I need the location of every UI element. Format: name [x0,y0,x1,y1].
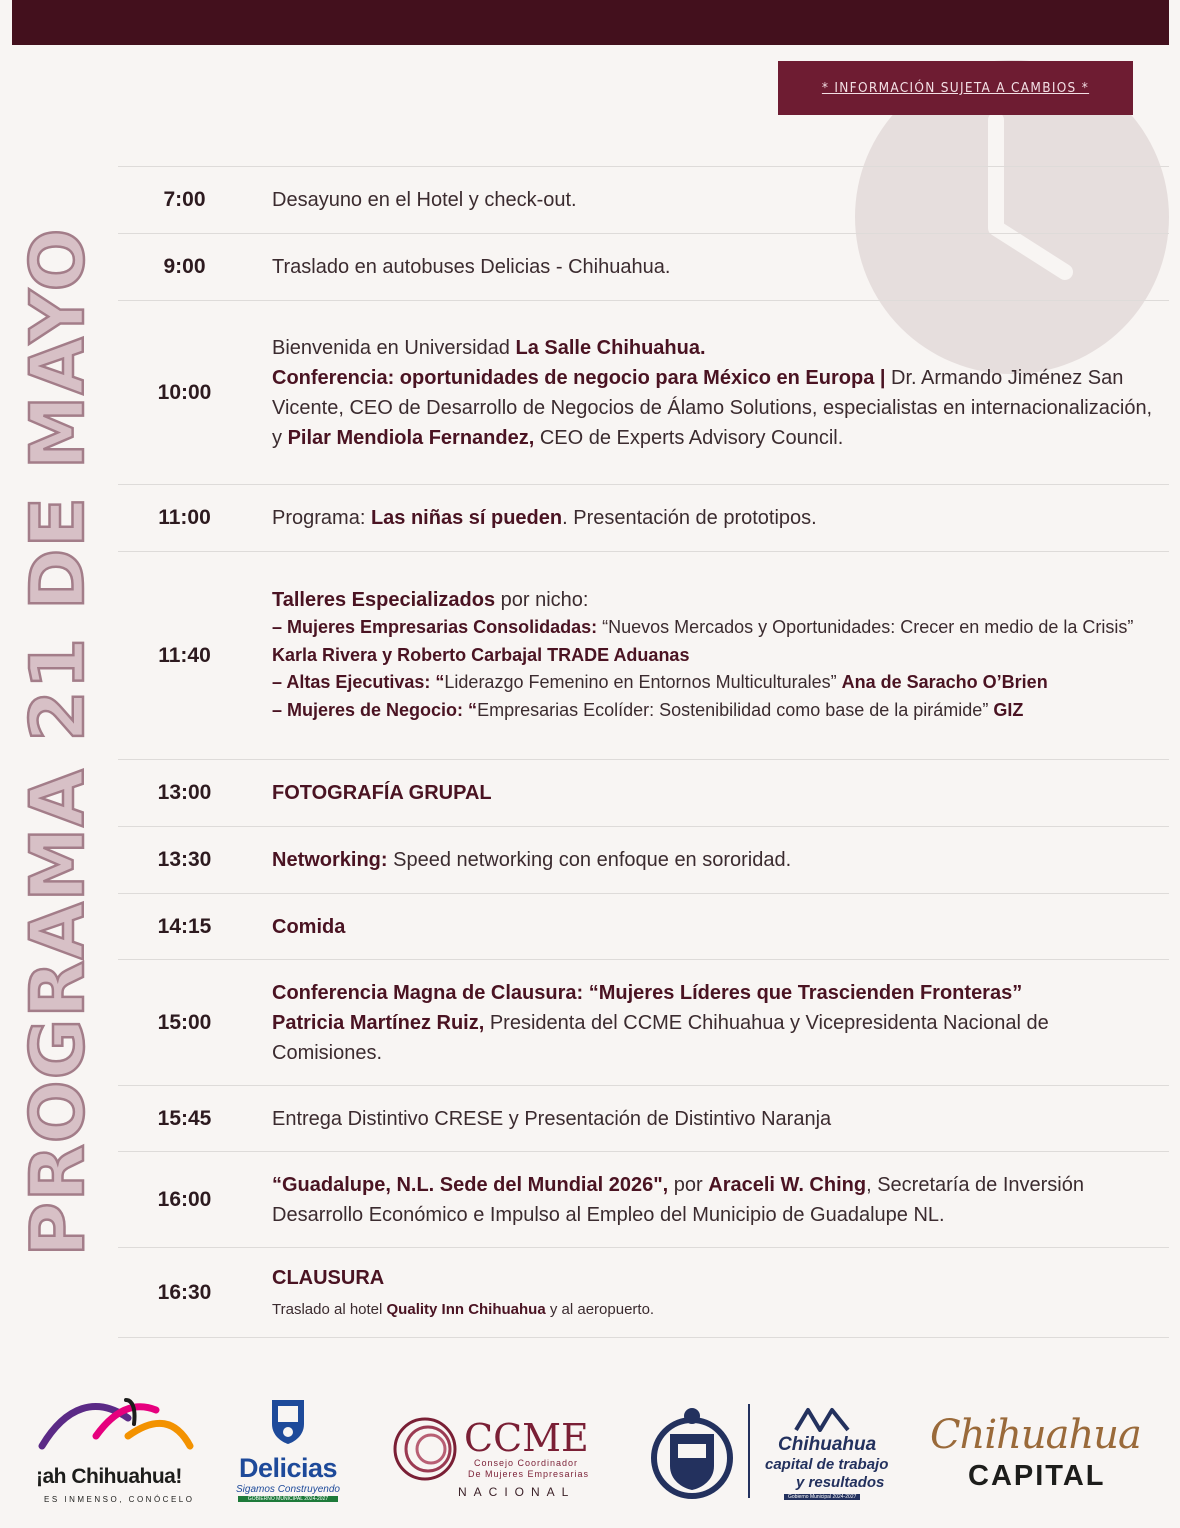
schedule-row [118,300,1169,484]
ccme-text: CCME [464,1416,589,1460]
schedule-row [118,1085,1169,1151]
sponsor-logos [0,1390,1180,1510]
ccme-line-1: Consejo Coordinador [474,1458,579,1468]
schedule-row [118,959,1169,1085]
delicias-logo [232,1396,344,1506]
chihuahua-municipal-line-3: y resultados [796,1474,885,1491]
schedule-time: 16:00 [157,1187,212,1211]
schedule-table [118,166,1169,1338]
delicias-tagline: Sigamos Construyendo [236,1484,340,1495]
chihuahua-municipal-line-1: Chihuahua [778,1434,877,1455]
schedule-time: 11:40 [158,643,211,667]
schedule-row [118,826,1169,893]
schedule-row [118,551,1169,759]
vertical-program-title: PROGRAMA 21 DE MAYO [15,227,101,1257]
schedule-row [118,1247,1169,1338]
schedule-description: Desayuno en el Hotel y check-out. [272,189,577,211]
schedule-time: 13:30 [157,848,212,871]
schedule-description: FOTOGRAFÍA GRUPAL [272,782,492,804]
schedule-time: 7:00 [163,188,206,211]
schedule-time: 14:15 [157,914,212,938]
schedule-description: Bienvenida en Universidad La Salle Chihuahua. Conferencia: oportunidades de negocio para México en Europa | Dr. Armando Jiménez San Vicente, CEO de Desarrollo de Negocios de Álamo Solutions, especialistas en internacionalización, y Pilar Mendiola Fernandez, CEO de Experts Advisory Council. [272,336,1153,449]
chihuahua-capital-script: Chihuahua [930,1412,1141,1458]
schedule-time: 15:45 [157,1106,212,1130]
schedule-description: “Guadalupe, N.L. Sede del Mundial 2026", por Araceli W. Ching, Secretaría de Inversión Desarrollo Económico e Impulso al Empleo del Municipio de Guadalupe NL. [272,1173,1084,1226]
schedule-time: 13:00 [157,781,212,804]
schedule-description: Entrega Distintivo CRESE y Presentación de Distintivo Naranja [272,1107,832,1130]
info-subject-to-change-badge: * INFORMACIÓN SUJETA A CAMBIOS * [778,61,1133,115]
schedule-description: Networking: Speed networking con enfoque en sororidad. [272,849,792,871]
schedule-row [118,759,1169,826]
chihuahua-municipal-government: Gobierno Municipal 2024-2027 [784,1494,860,1500]
ah-chihuahua-tagline: ES INMENSO, CONÓCELO [44,1495,195,1504]
ah-chihuahua-text: ¡ah Chihuahua! [36,1465,182,1488]
schedule-time: 9:00 [163,255,206,278]
chihuahua-municipal-logo [646,1404,906,1504]
chihuahua-coat-of-arms-icon [646,1404,738,1502]
schedule-description: Programa: Las niñas sí pueden. Presentación de prototipos. [272,507,817,529]
schedule-time: 10:00 [157,380,212,404]
delicias-shield-icon [268,1396,308,1446]
ccme-line-2: De Mujeres Empresarias [468,1469,590,1479]
schedule-description: CLAUSURA Traslado al hotel Quality Inn Chihuahua y al aeropuerto. [272,1266,655,1318]
schedule-description: Talleres Especializados por nicho: – Mujeres Empresarias Consolidadas: “Nuevos Mercados y Oportunidades: Crecer en medio de la Crisis” Karla Rivera y Roberto Carbajal TRADE Aduanas – Altas Ejecutivas: “Liderazgo Femenino en Entornos Multiculturales” Ana de Saracho O’Brien – Mujeres de Negocio: “Empresarias Ecolíder: Sostenibilidad como base de la pirámide” GIZ [272,588,1134,720]
schedule-description: Comida [272,915,346,938]
swirl-icon [36,1396,196,1452]
chihuahua-municipal-line-2: capital de trabajo [765,1456,889,1473]
delicias-text: Delicias [238,1453,338,1483]
top-banner [12,0,1169,45]
mountains-icon [792,1406,852,1432]
schedule-row [118,484,1169,551]
schedule-row [118,1151,1169,1247]
schedule-description: Conferencia Magna de Clausura: “Mujeres Líderes que Trascienden Fronteras” Patricia Martínez Ruiz, Presidenta del CCME Chihuahua y Vicepresidenta Nacional de Comisiones. [272,981,1049,1064]
ah-chihuahua-logo [36,1396,196,1506]
ccme-line-3: NACIONAL [458,1485,576,1499]
schedule-row [118,166,1169,233]
ccme-logo [392,1416,607,1506]
schedule-time: 11:00 [158,506,211,529]
schedule-time: 15:00 [157,1010,212,1034]
schedule-row [118,233,1169,300]
chihuahua-capital-text: CAPITAL [968,1460,1106,1492]
logo-divider [748,1404,750,1498]
schedule-description: Traslado en autobuses Delicias - Chihuahua. [272,256,671,278]
ccme-circles-icon [392,1416,458,1482]
chihuahua-capital-logo [926,1412,1146,1502]
delicias-government: GOBIERNO MUNICIPAL 2024-2027 [238,1496,338,1502]
schedule-row [118,893,1169,959]
schedule-time: 16:30 [157,1280,212,1304]
